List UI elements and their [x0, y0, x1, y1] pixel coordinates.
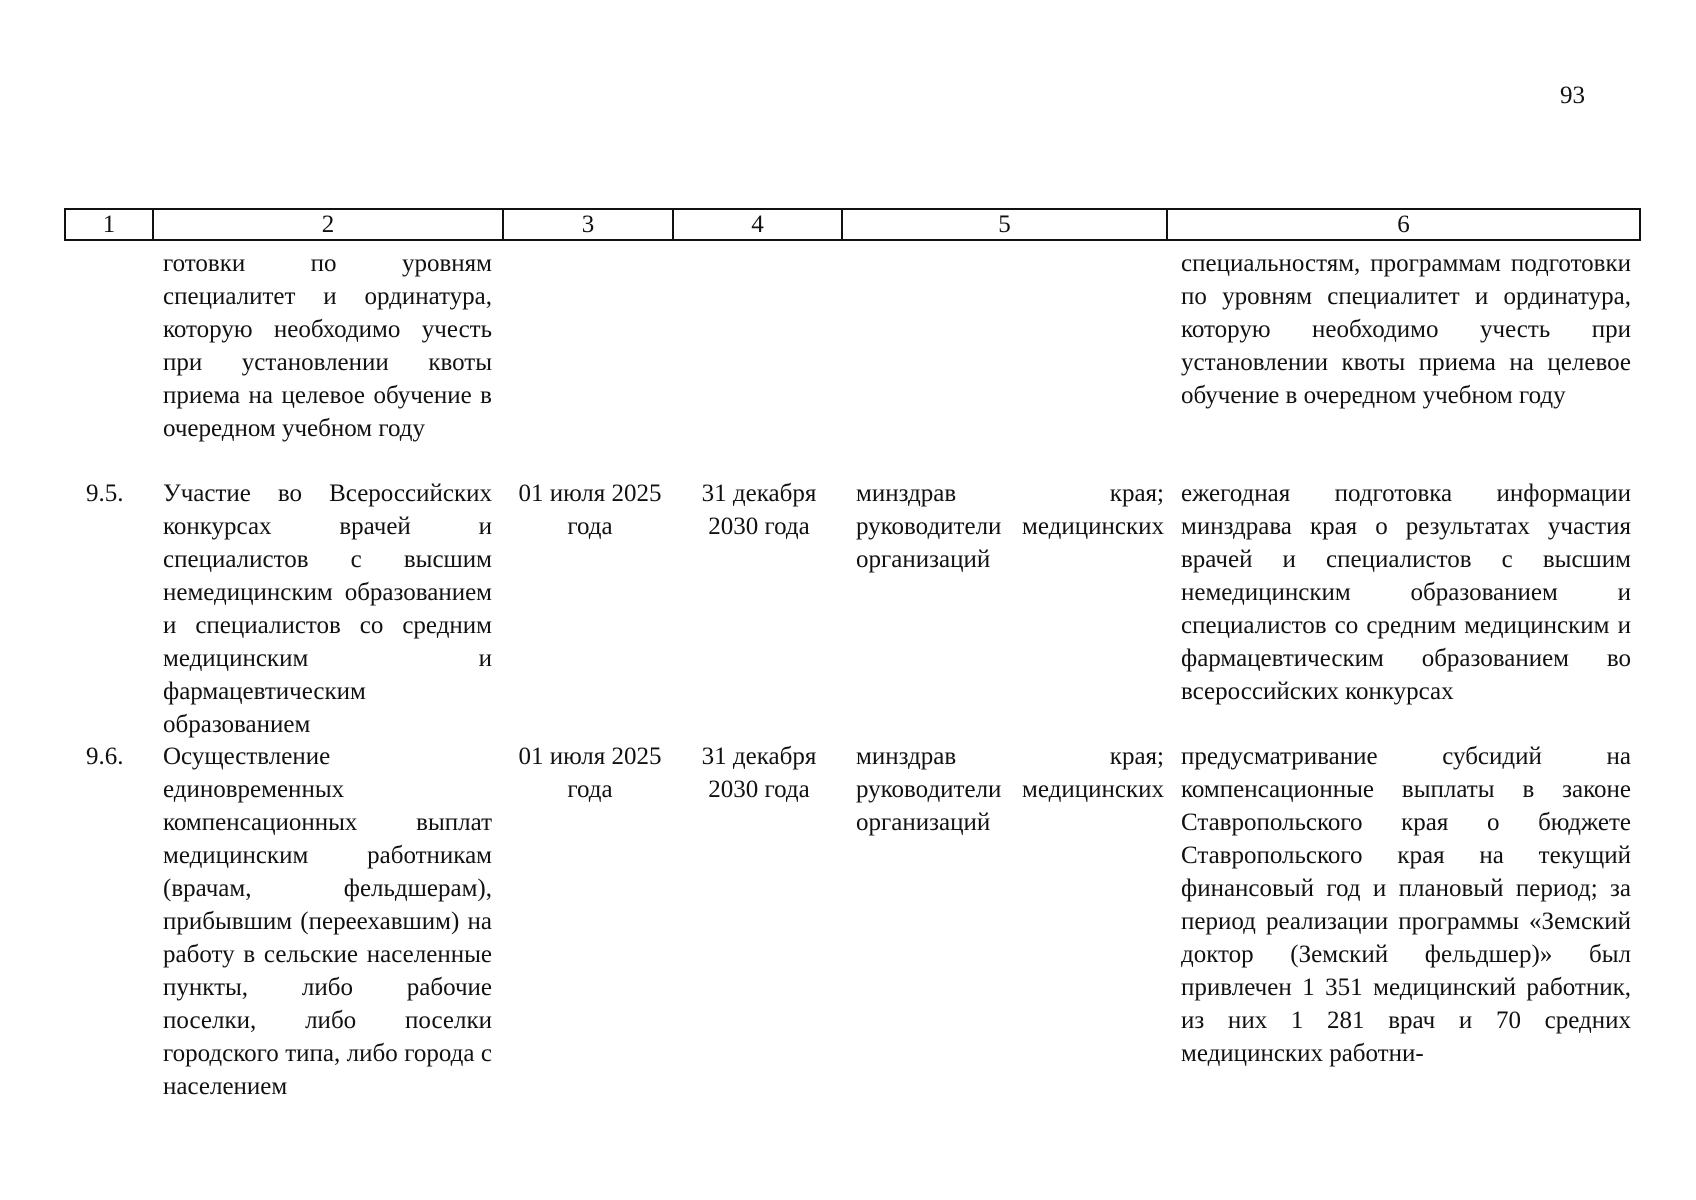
- table-header: [64, 208, 1641, 241]
- event-text: готовки по уровням специалитет и ординатура, которую необходимо учесть при установлении квоты приема на целевое обучение в очередном учебном году: [163, 250, 492, 442]
- start-date: 01 июля 2025 года: [518, 743, 662, 803]
- header-col-4: 4: [674, 210, 843, 239]
- event-text: Осуществление единовременных компенсационных выплат медицинским работникам (врачам, фельдшерам), прибывшим (переехавшим) на работу в сельские населенные пункты, либо рабочие поселки, либо поселки городского типа, либо города с населением: [163, 743, 492, 1100]
- page-number: 93: [1560, 82, 1585, 109]
- header-col-3: 3: [504, 210, 674, 239]
- header-col-2: 2: [154, 210, 504, 239]
- event-text: Участие во Всероссийских конкурсах врачей и специалистов с высшим немедицинским образованием и специалистов со средним медицинским и фармацевтическим образованием: [163, 480, 492, 738]
- end-date: 31 декабря 2030 года: [701, 743, 817, 803]
- executors: минздрав края; руководители медицинских организаций: [856, 480, 1164, 573]
- header-col-6: 6: [1397, 211, 1410, 238]
- expected-result: ежегодная подготовка информации минздрава края о результатах участия врачей и специалистов с высшим немедицинским образованием и специалистов со средним медицинским и фармацевтическим образованием во всероссийских конкурсах: [1181, 480, 1631, 705]
- header-col-1: 1: [66, 210, 154, 239]
- expected-result: предусматривание субсидий на компенсационные выплаты в законе Ставропольского края о бюджете Ставропольского края на текущий финансовый год и плановый период; за период реализации программы «Земский доктор (Земский фельдшер)» был привлечен 1 351 медицинский работник, из них 1 281 врач и 70 средних медицинских работни-: [1181, 743, 1631, 1067]
- expected-result: специальностям, программам подготовки по уровням специалитет и ординатура, которую необходимо учесть при установлении квоты приема на целевое обучение в очередном учебном году: [1181, 250, 1631, 409]
- executors: минздрав края; руководители медицинских организаций: [856, 743, 1164, 836]
- row-number: 9.6.: [86, 743, 124, 770]
- start-date: 01 июля 2025 года: [518, 480, 662, 540]
- end-date: 31 декабря 2030 года: [701, 480, 817, 540]
- row-number: 9.5.: [86, 480, 124, 507]
- header-col-5: 5: [843, 210, 1168, 239]
